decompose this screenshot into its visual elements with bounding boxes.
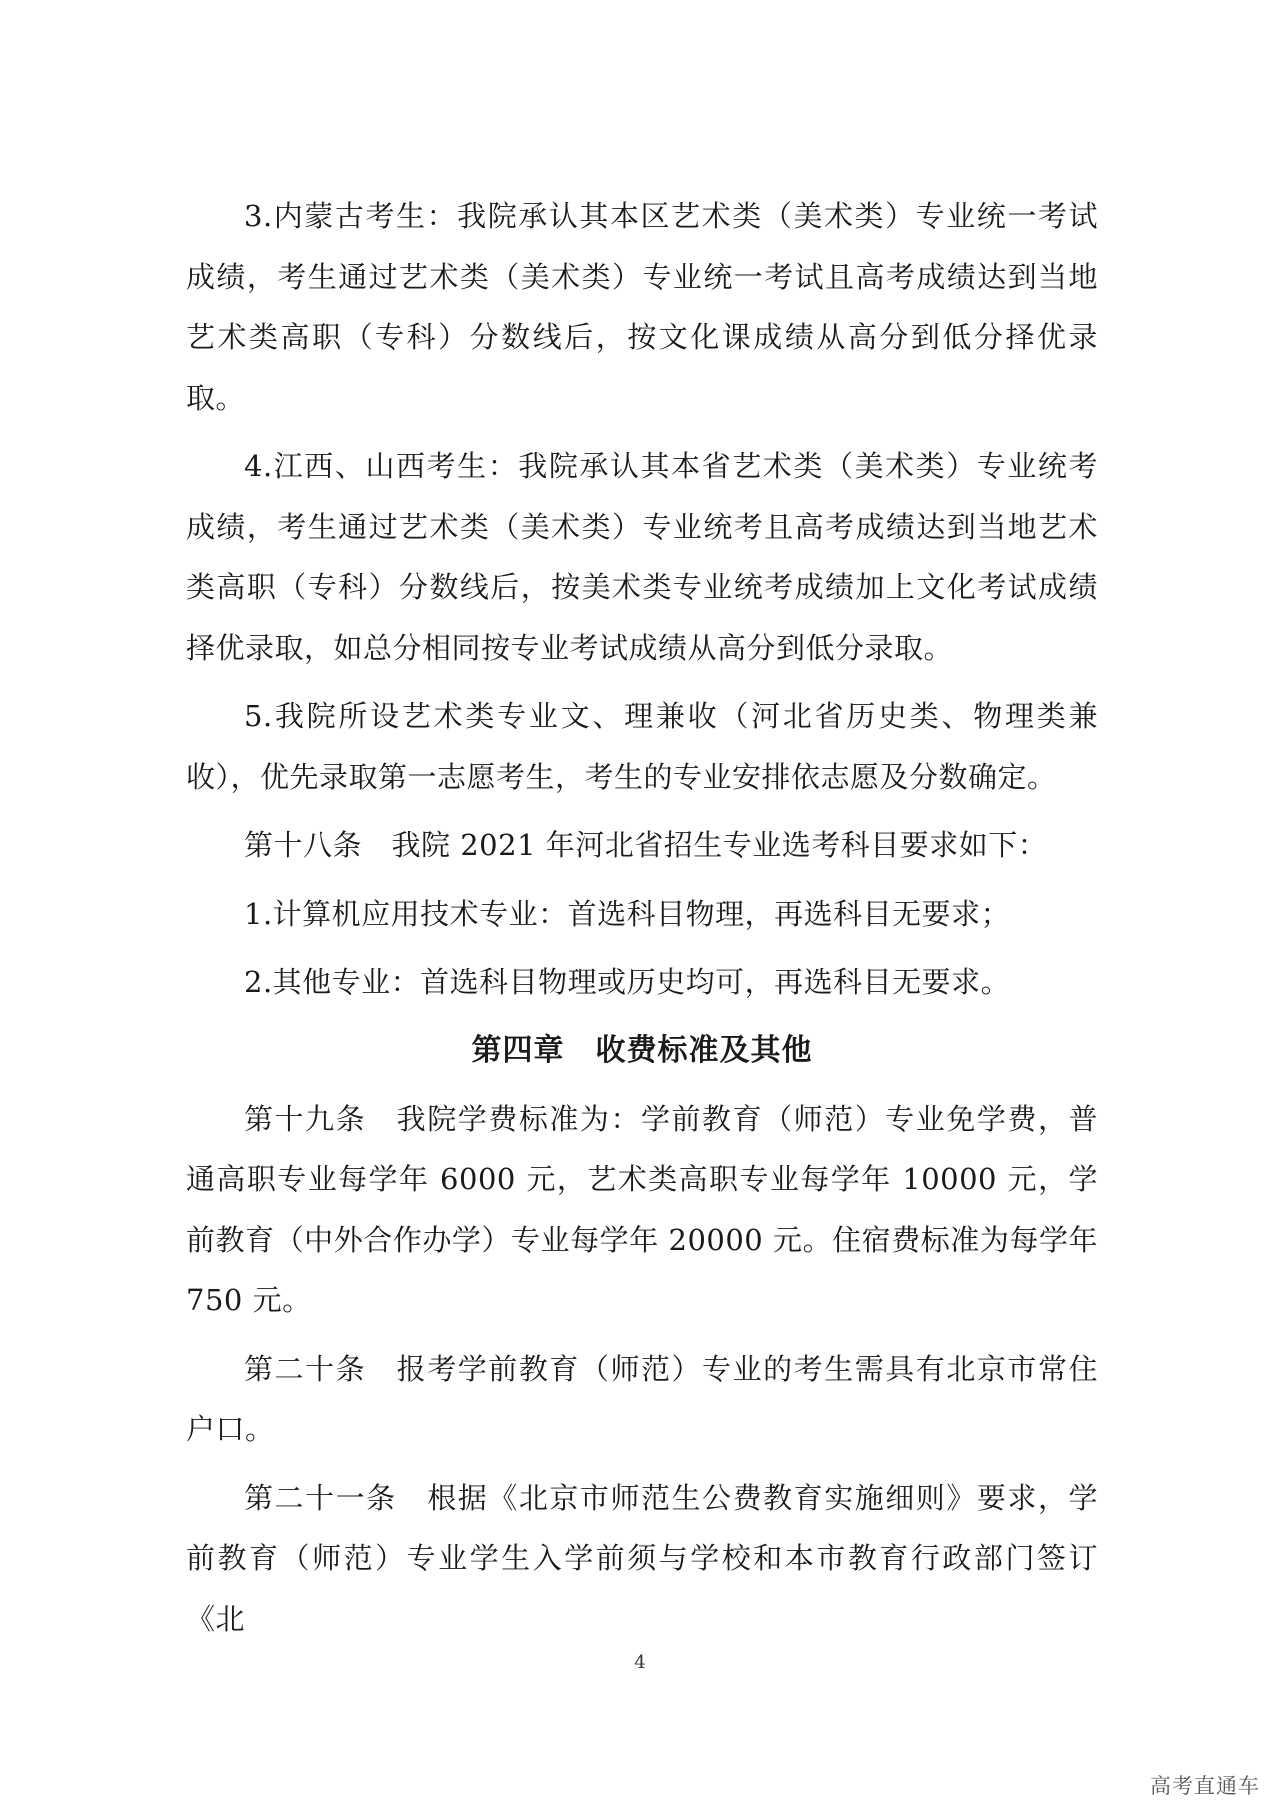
paragraph-art-majors: 5.我院所设艺术类专业文、理兼收（河北省历史类、物理类兼收），优先录取第一志愿考生，考生的专业安排依志愿及分数确定。 bbox=[186, 699, 1098, 794]
page-number: 4 bbox=[634, 1652, 646, 1673]
paragraph-jiangxi-shanxi: 4.江西、山西考生：我院承认其本省艺术类（美术类）专业统考成绩，考生通过艺术类（美术类）专业统考且高考成绩达到当地艺术类高职（专科）分数线后，按美术类专业统考成绩加上文化考试成绩择优录取，如总分相同按专业考试成绩从高分到低分录取。 bbox=[186, 449, 1098, 665]
paragraph-other-majors: 2.其他专业：首选科目物理或历史均可，再选科目无要求。 bbox=[244, 965, 1011, 999]
paragraph-article-20: 第二十条 报考学前教育（师范）专业的考生需具有北京市常住户口。 bbox=[186, 1351, 1098, 1446]
watermark-text: 高考直通车 bbox=[1150, 1774, 1260, 1798]
paragraph-inner-mongolia: 3.内蒙古考生：我院承认其本区艺术类（美术类）专业统一考试成绩，考生通过艺术类（美术类）专业统一考试且高考成绩达到当地艺术类高职（专科）分数线后，按文化课成绩从高分到低分择优录取。 bbox=[186, 199, 1098, 415]
paragraph-computer-major: 1.计算机应用技术专业：首选科目物理，再选科目无要求； bbox=[244, 896, 1011, 931]
document-body bbox=[186, 186, 1098, 1657]
chapter-heading: 第四章 收费标准及其他 bbox=[471, 1032, 813, 1068]
paragraph-article-19: 第十九条 我院学费标准为：学前教育（师范）专业免学费，普通高职专业每学年 6000 元，艺术类高职专业每学年 10000 元，学前教育（中外合作办学）专业每学年 20000 元。住宿费标准为每学年 750 元。 bbox=[186, 1101, 1098, 1317]
paragraph-article-21: 第二十一条 根据《北京市师范生公费教育实施细则》要求，学前教育（师范）专业学生入学前须与学校和本市教育行政部门签订《北 bbox=[186, 1480, 1098, 1636]
paragraph-article-18: 第十八条 我院 2021 年河北省招生专业选考科目要求如下： bbox=[244, 828, 1048, 862]
